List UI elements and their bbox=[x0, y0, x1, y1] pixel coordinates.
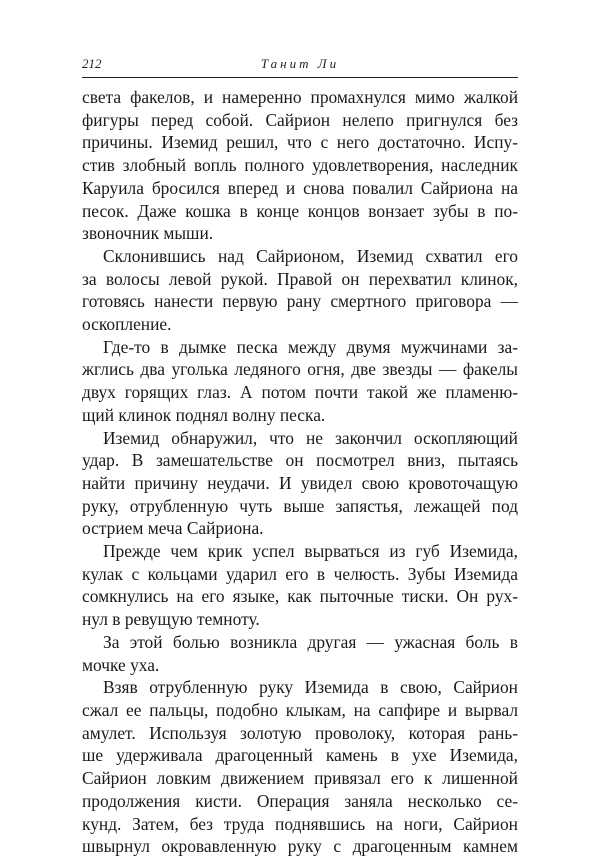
text-line: сомкнулись на его языке, как пыточные тиски. Он рух- bbox=[82, 586, 518, 607]
text-line: продолжения кисти. Операция заняла несколько се- bbox=[82, 790, 518, 811]
text-line: Прежде чем крик успел вырваться из губ Иземида, bbox=[103, 541, 518, 562]
text-line: Каруила бросился вперед и снова повалил Сайриона на bbox=[82, 177, 518, 198]
text-line: Склонившись над Сайрионом, Иземид схватил его bbox=[103, 245, 518, 266]
text-line: кулак с кольцами ударил его в челюсть. Зубы Иземида bbox=[82, 563, 518, 584]
text-line: оскопление. bbox=[82, 314, 172, 335]
text-line: швырнул окровавленную руку с драгоценным камнем bbox=[82, 836, 518, 857]
paragraph bbox=[82, 336, 518, 427]
body-text bbox=[82, 86, 518, 858]
text-line: жглись два уголька ледяного огня, две звезды — факелы bbox=[82, 359, 518, 380]
text-line: кунд. Затем, без труда поднявшись на ноги, Сайрион bbox=[82, 813, 518, 834]
paragraph bbox=[82, 245, 518, 336]
running-head bbox=[82, 52, 518, 74]
paragraph bbox=[82, 427, 518, 541]
text-line: сжал ее пальцы, подобно клыкам, на сапфире и вырвал bbox=[82, 699, 518, 720]
text-line: Где-то в дымке песка между двумя мужчинами за- bbox=[103, 336, 518, 357]
text-line: За этой болью возникла другая — ужасная боль в bbox=[103, 631, 518, 652]
text-line: Иземид обнаружил, что не закончил оскопляющий bbox=[103, 427, 518, 448]
text-line: Сайрион ловким движением привязал его к лишенной bbox=[82, 768, 518, 789]
text-line: причины. Иземид решил, что с него достаточно. Испу- bbox=[82, 132, 518, 153]
text-line: мочке уха. bbox=[82, 654, 160, 675]
text-line: удар. В замешательстве он посмотрел вниз, пытаясь bbox=[82, 450, 518, 471]
text-line: двух горящих глаз. А потом почти такой же пламеню- bbox=[82, 382, 518, 403]
book-page bbox=[82, 52, 518, 858]
paragraph bbox=[82, 540, 518, 631]
text-line: стив злобный вопль полного удовлетворения, наследник bbox=[82, 155, 518, 176]
text-line: готовясь нанести первую рану смертного приговора — bbox=[82, 291, 518, 312]
text-line: руку, отрубленную чуть выше запястья, лежащей под bbox=[82, 495, 518, 516]
paragraph bbox=[82, 676, 518, 858]
text-line: нул в ревущую темноту. bbox=[82, 609, 260, 630]
text-line: света факелов, и намеренно промахнулся мимо жалкой bbox=[82, 87, 518, 107]
header-rule bbox=[82, 77, 518, 78]
paragraph bbox=[82, 86, 518, 245]
text-line: ше удерживала драгоценный камень в ухе Иземида, bbox=[82, 745, 518, 766]
text-line: звоночник мыши. bbox=[82, 223, 214, 244]
paragraph bbox=[82, 631, 518, 676]
page-number: 212 bbox=[82, 56, 102, 71]
text-line: за волосы левой рукой. Правой он перехватил клинок, bbox=[82, 268, 518, 289]
text-line: щий клинок поднял волну песка. bbox=[82, 404, 326, 425]
text-line: фигуры перед собой. Сайрион нелепо пригнулся без bbox=[82, 109, 518, 130]
running-title: Танит Ли bbox=[260, 56, 340, 71]
text-line: песок. Даже кошка в конце концов вонзает зубы в по- bbox=[82, 200, 518, 221]
text-line: Взяв отрубленную руку Иземида в свою, Сайрион bbox=[103, 677, 518, 698]
text-line: найти причину неудачи. И увидел свою кровоточащую bbox=[82, 472, 518, 493]
text-line: амулет. Используя золотую проволоку, которая рань- bbox=[82, 722, 518, 743]
text-line: острием меча Сайриона. bbox=[82, 518, 264, 539]
